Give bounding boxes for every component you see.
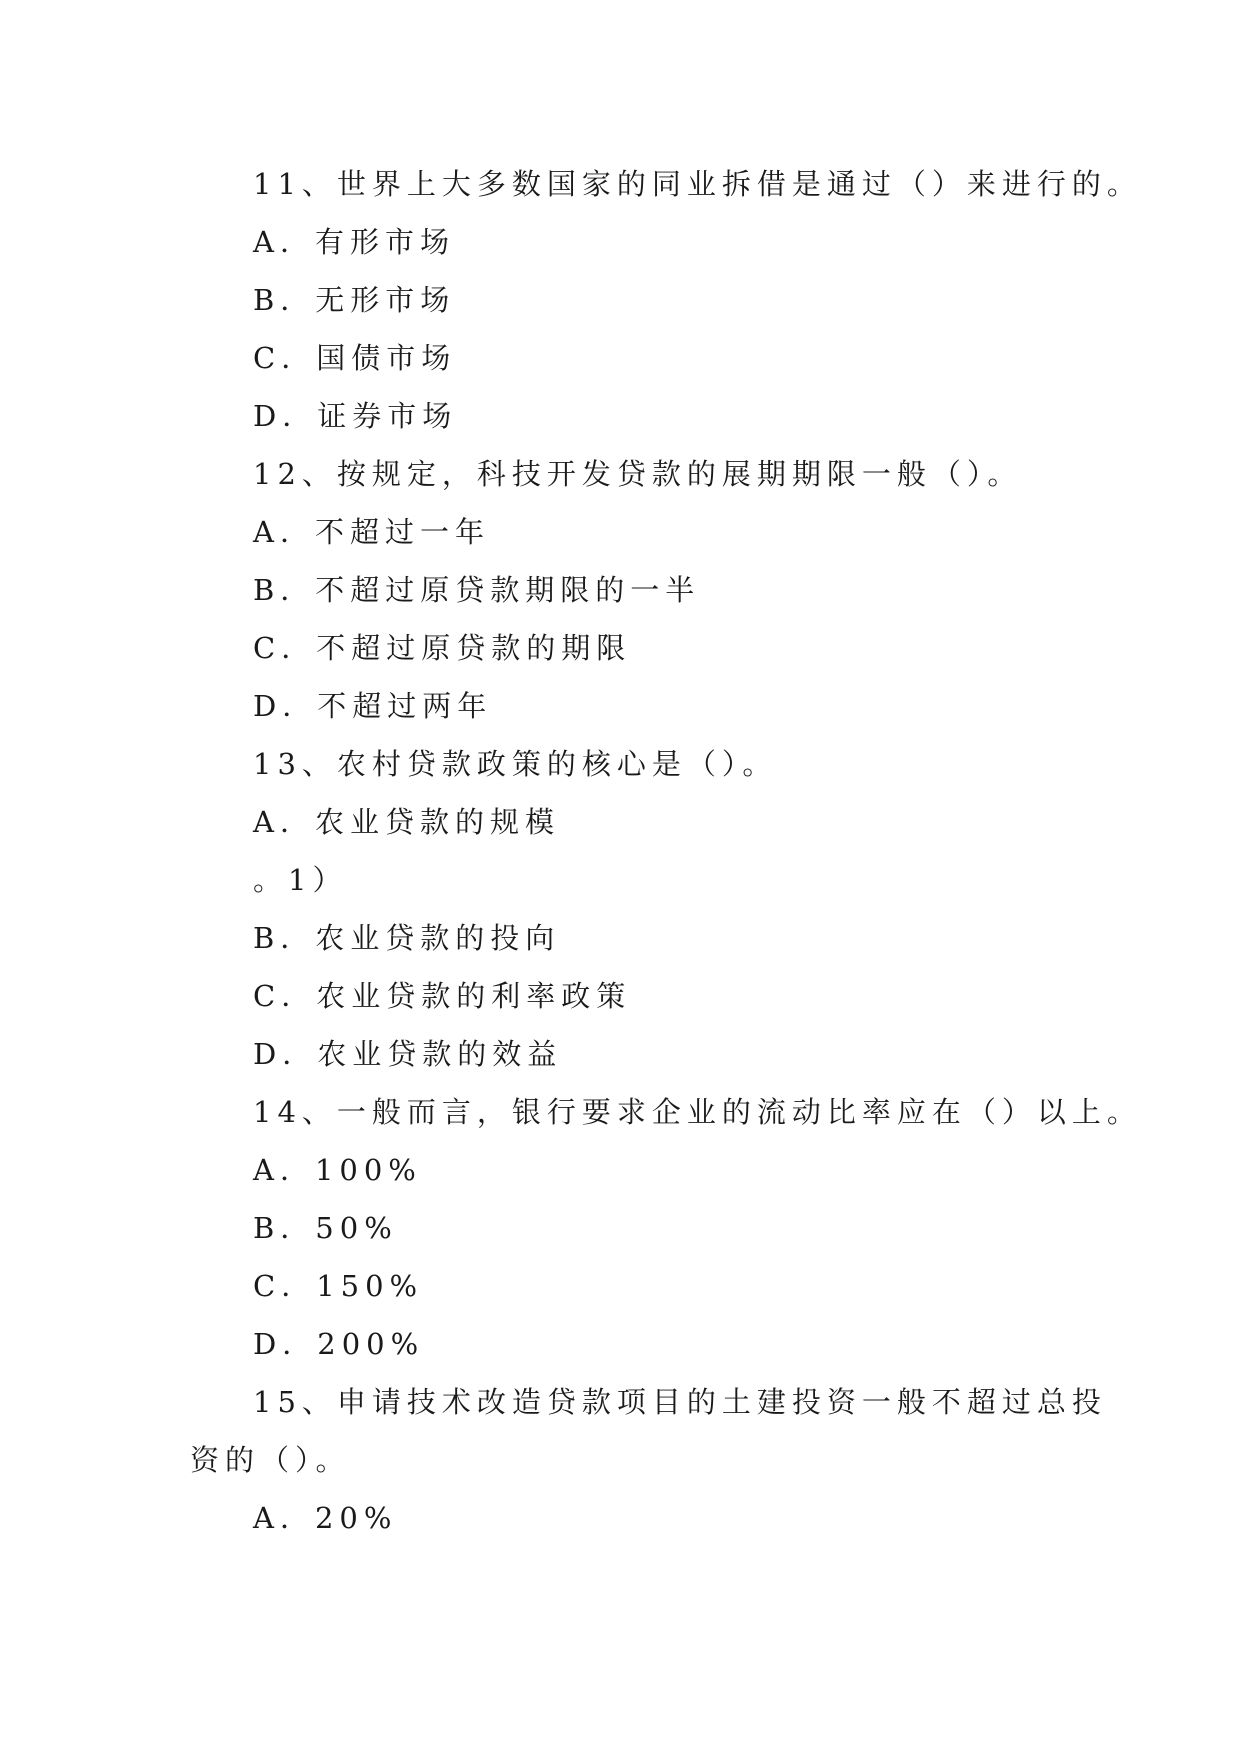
question-11-option-b: B．无形市场 [253,283,456,317]
question-14-option-c: C．150% [253,1269,424,1303]
question-11-option-a: A．有形市场 [253,225,455,259]
question-15-stem-continuation: 资的（）。 [190,1443,351,1477]
question-13-option-d: D．农业贷款的效益 [253,1037,563,1071]
question-13-option-a: A．农业贷款的规模 [253,805,560,839]
question-14-option-a: A．100% [253,1153,422,1187]
question-11-stem: 11、世界上大多数国家的同业拆借是通过（）来进行的。 [253,167,1142,201]
question-13-option-c: C．农业贷款的利率政策 [253,979,632,1013]
question-11-option-c: C．国债市场 [253,341,457,375]
question-14-stem: 14、一般而言，银行要求企业的流动比率应在（）以上。 [253,1095,1142,1129]
question-12-option-d: D．不超过两年 [253,689,493,723]
question-12-option-b: B．不超过原贷款期限的一半 [253,573,701,607]
question-14-option-b: B．50% [253,1211,398,1245]
question-13-option-b: B．农业贷款的投向 [253,921,561,955]
question-15-option-a: A．20% [253,1501,398,1535]
question-13-stray-text: 。1） [253,863,348,897]
question-15-stem: 15、申请技术改造贷款项目的土建投资一般不超过总投 [253,1385,1107,1419]
question-12-stem: 12、按规定，科技开发贷款的展期期限一般（）。 [253,457,1023,491]
question-14-option-d: D．200% [253,1327,425,1361]
question-12-option-a: A．不超过一年 [253,515,490,549]
question-12-option-c: C．不超过原贷款的期限 [253,631,632,665]
question-13-stem: 13、农村贷款政策的核心是（）。 [253,747,778,781]
question-11-option-d: D．证券市场 [253,399,458,433]
